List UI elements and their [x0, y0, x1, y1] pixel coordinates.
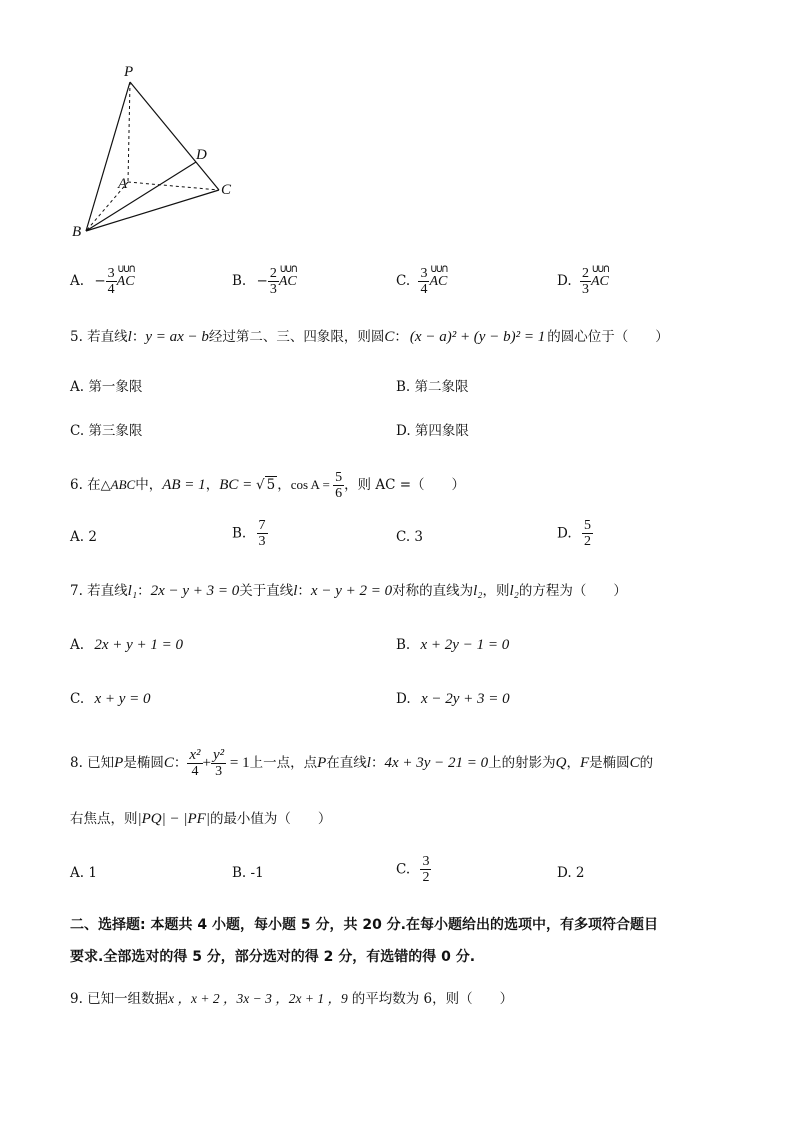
label-B: B — [72, 224, 82, 240]
q5-option-a[interactable]: A. 第一象限 — [70, 379, 143, 395]
edge-PB — [86, 82, 130, 231]
tetrahedron-figure — [66, 62, 246, 244]
q7-option-c[interactable]: C. x + y = 0 — [70, 691, 151, 707]
q5-stem: 5. 若直线l：y = ax − b经过第二、三、四象限，则圆C： (x − a)² + (y − b)² = 1 的圆心位于（ ） — [70, 329, 669, 345]
q7-stem: 7. 若直线l₁：2x − y + 3 = 0关于直线l：x − y + 2 = 0对称的直线为l₂，则l₂的方程为（ ） — [70, 583, 627, 599]
edge-AC — [128, 182, 219, 190]
q8-option-d[interactable]: D. 2 — [557, 865, 585, 881]
q8-stem-line1: 8. 已知P是椭圆C： $\frac{\text{x²}}{4}$ + $\frac{\text{y²}}{3}$ = 1上一点，点P在直线l：4x + 3y − 21 = 0上的射影为Q，F是椭圆C的 — [70, 747, 654, 779]
q6-option-b[interactable]: B. $\frac{7}{3}$ — [232, 518, 266, 549]
q8-option-b[interactable]: B. -1 — [232, 865, 264, 881]
q7-option-b[interactable]: B. x + 2y − 1 = 0 — [396, 637, 510, 653]
section2-heading-line1: 二、选择题: 本题共 4 小题，每小题 5 分，共 20 分.在每小题给出的选项中，有多项符合题目 — [70, 917, 658, 933]
q5-option-c[interactable]: C. 第三象限 — [70, 423, 143, 439]
label-P: P — [124, 64, 134, 80]
q8-option-c[interactable]: C. $\frac{3}{2}$ — [396, 854, 430, 885]
edge-BC — [86, 190, 219, 231]
q8-stem-line2: 右焦点，则|PQ| − |PF|的最小值为（ ） — [70, 811, 332, 827]
section2-heading-line2: 要求.全部选对的得 5 分，部分选对的得 2 分，有选错的得 0 分. — [70, 949, 476, 965]
label-C: C — [221, 182, 232, 198]
q4-option-a[interactable]: A. − $\frac{3}{4}$ ꓴꓴꓵ AC — [70, 264, 135, 297]
edge-PC — [130, 82, 219, 190]
q6-option-d[interactable]: D. $\frac{5}{2}$ — [557, 518, 591, 549]
q4-option-c[interactable]: C. $\frac{3}{4}$ ꓴꓴꓵ AC — [396, 264, 448, 297]
edge-BD — [86, 162, 196, 231]
edge-PA — [128, 82, 130, 182]
q6-stem: 6. 在△ABC中，AB = 1，BC = √ 5 ，cos A = $\frac{5}{6}$ ，则 AC =（ ） — [70, 470, 466, 501]
q4-option-b[interactable]: B. − $\frac{2}{3}$ ꓴꓴꓵ AC — [232, 264, 297, 297]
q9-stem: 9. 已知一组数据x ，x + 2 ，3x − 3 ，2x + 1 ，9 的平均数为 6，则（ ） — [70, 991, 514, 1007]
q7-option-d[interactable]: D. x − 2y + 3 = 0 — [396, 691, 510, 707]
q7-option-a[interactable]: A. 2x + y + 1 = 0 — [70, 637, 184, 653]
q6-option-c[interactable]: C. 3 — [396, 529, 424, 545]
q4-option-d[interactable]: D. $\frac{2}{3}$ ꓴꓴꓵ AC — [557, 264, 609, 297]
q5-option-b[interactable]: B. 第二象限 — [396, 379, 469, 395]
label-D: D — [196, 147, 207, 163]
q5-option-d[interactable]: D. 第四象限 — [396, 423, 469, 439]
q8-option-a[interactable]: A. 1 — [70, 865, 97, 881]
label-A: A — [118, 176, 128, 192]
q6-option-a[interactable]: A. 2 — [70, 529, 97, 545]
